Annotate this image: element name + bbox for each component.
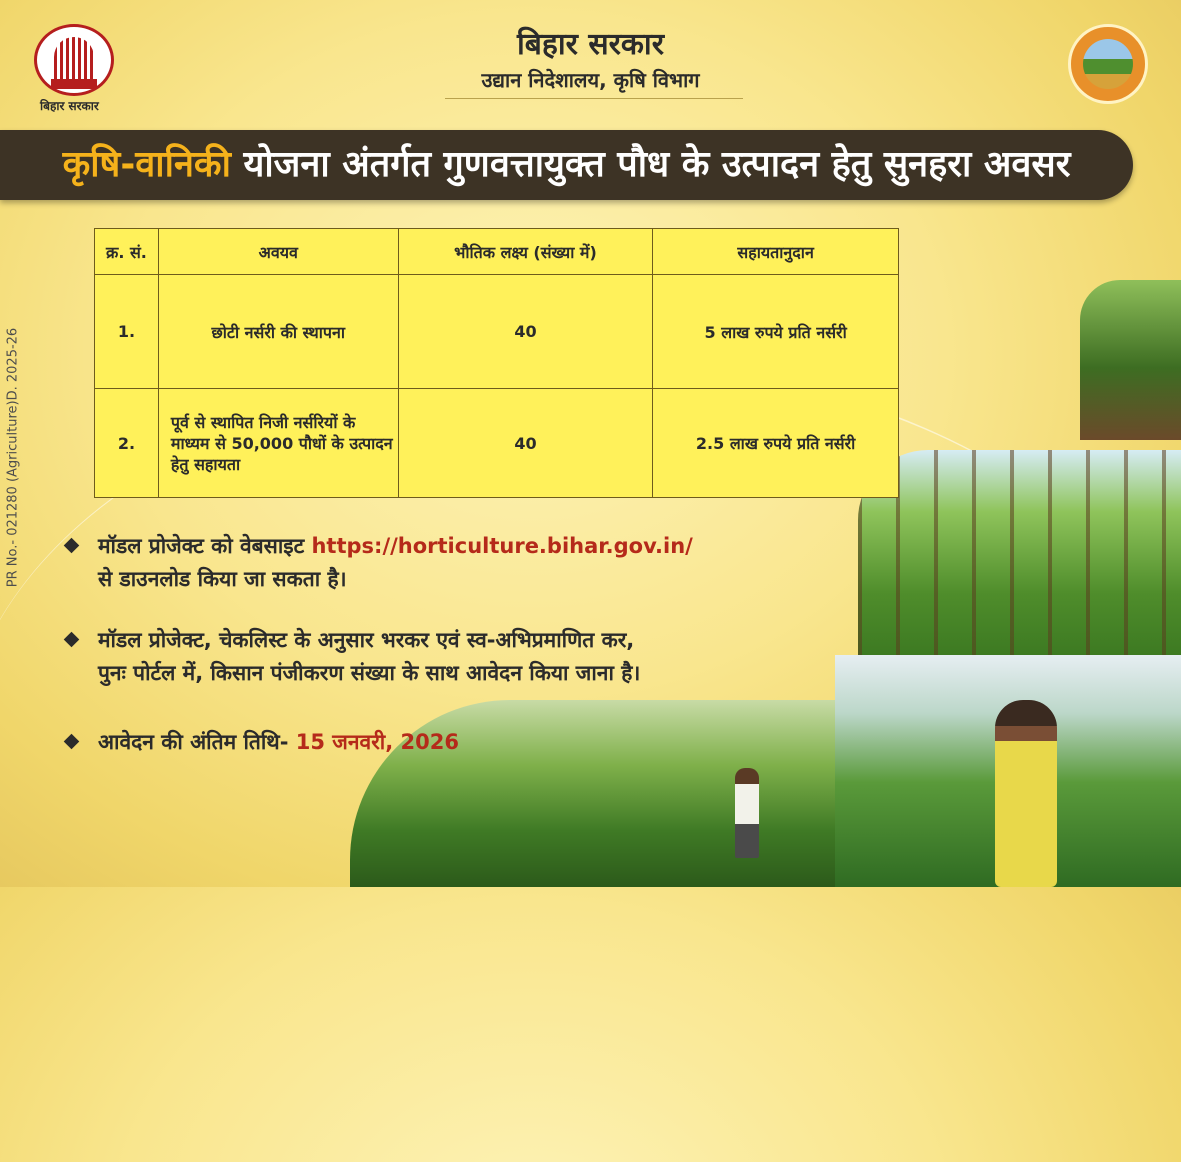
bullet-application-text-2: पुनः पोर्टल में, किसान पंजीकरण संख्या के साथ आवेदन किया जाना है। — [98, 661, 641, 685]
bullet-application-text-1: मॉडल प्रोजेक्ट, चेकलिस्ट के अनुसार भरकर एवं स्व-अभिप्रमाणित कर, — [98, 628, 635, 652]
table-row — [95, 389, 899, 498]
cell-sno: 1. — [95, 275, 159, 389]
side-vertical-text — [0, 0, 26, 887]
deadline-date: 15 जनवरी, 2026 — [295, 730, 459, 754]
cell-target: 40 — [398, 275, 653, 389]
woman-farmer-figure — [995, 700, 1057, 887]
horticulture-directorate-logo-icon — [1068, 24, 1148, 104]
deadline-label: आवेदन की अंतिम तिथि- — [98, 730, 296, 754]
headline-rest: योजना अंतर्गत गुणवत्तायुक्त पौध के उत्पादन हेतु सुनहरा अवसर — [230, 144, 1071, 185]
cell-subsidy: 2.5 लाख रुपये प्रति नर्सरी — [653, 389, 899, 498]
cell-sno: 2. — [95, 389, 159, 498]
cell-subsidy: 5 लाख रुपये प्रति नर्सरी — [653, 275, 899, 389]
department-subtitle: उद्यान निदेशालय, कृषि विभाग — [481, 68, 700, 92]
header-sno: क्र. सं. — [95, 229, 159, 275]
table-header-row — [95, 229, 899, 275]
headline-highlight: कृषि-वानिकी — [62, 144, 231, 185]
government-title: बिहार सरकार — [517, 27, 664, 62]
headline-text — [0, 130, 1133, 200]
scheme-table — [94, 228, 899, 498]
cell-component: पूर्व से स्थापित निजी नर्सरियों के माध्यम से 50,000 पौधों के उत्पादन हेतु सहायता — [158, 389, 398, 498]
cell-component: छोटी नर्सरी की स्थापना — [158, 275, 398, 389]
man-farmer-figure — [735, 768, 759, 858]
cell-target: 40 — [398, 389, 653, 498]
pr-number: PR No.- 021280 (Agriculture)D. 2025-26 — [5, 327, 21, 588]
header-divider — [445, 98, 743, 99]
horticulture-website-link[interactable]: https://horticulture.bihar.gov.in/ — [311, 534, 693, 558]
emblem-caption: बिहार सरकार — [40, 99, 99, 113]
tree-row-photo — [1080, 280, 1181, 440]
table-row — [95, 275, 899, 389]
header-subsidy: सहायतानुदान — [653, 229, 899, 275]
plantation-photo — [858, 450, 1181, 655]
bullet-download-text: मॉडल प्रोजेक्ट को वेबसाइट — [98, 534, 312, 558]
bullet-download-text-2: से डाउनलोड किया जा सकता है। — [98, 567, 347, 591]
header-component: अवयव — [158, 229, 398, 275]
header-target: भौतिक लक्ष्य (संख्या में) — [398, 229, 653, 275]
